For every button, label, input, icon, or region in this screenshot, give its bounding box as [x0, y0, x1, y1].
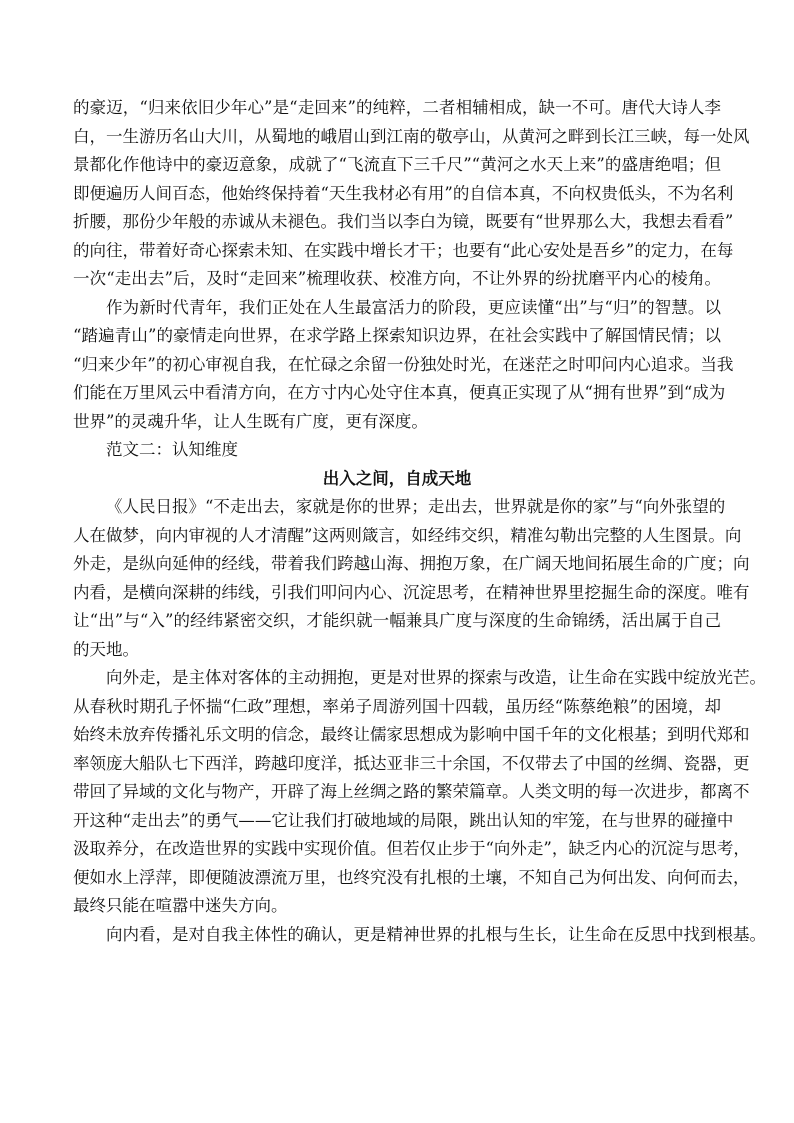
- text-line: 景都化作他诗中的豪迈意象，成就了“飞流直下三千尺”“黄河之水天上来”的盛唐绝唱；但: [73, 155, 721, 174]
- text-line: “归来少年”的初心审视自我，在忙碌之余留一份独处时光，在迷茫之时叩问内心追求。当我: [73, 354, 734, 374]
- text-line: 一次“走出去”后，及时“走回来”梳理收获、校准方向，不让外界的纷扰磨平内心的棱角。: [73, 269, 721, 288]
- text-line: 最终只能在喧嚣中迷失方向。: [73, 896, 288, 915]
- text-line: 白，一生游历名山大川，从蜀地的峨眉山到江南的敬亭山，从黄河之畔到长江三峡，每一处风: [73, 126, 750, 146]
- text-line: 们能在万里风云中看清方向，在方寸内心处守住本真，便真正实现了从“拥有世界”到“成为: [73, 383, 726, 402]
- document-body: [73, 94, 766, 949]
- text-line: 始终未放弃传播礼乐文明的信念，最终让儒家思想成为影响中国千年的文化根基；到明代郑和: [73, 725, 750, 744]
- text-line: 开这种“走出去”的勇气——它让我们打破地域的局限，跳出认知的牢笼，在与世界的碰撞中: [73, 810, 734, 830]
- text-line: 折腰，那份少年般的赤诚从未褪色。我们当以李白为镜，既要有“世界那么大，我想去看看”: [73, 212, 734, 231]
- paragraph-outward: [73, 664, 766, 921]
- text-line: “踏遍青山”的豪情走向世界，在求学路上探索知识边界，在社会实践中了解国情民情；以: [73, 326, 721, 345]
- text-line: 让“出”与“入”的经纬紧密交织，才能织就一幅兼具广度与深度的生命锦绣，活出属于自己: [73, 611, 721, 630]
- paragraph-youth: [73, 294, 734, 437]
- text-line: 从春秋时期孔子怀揣“仁政”理想，率弟子周游列国十四载，虽历经“陈蔡绝粮”的困境，却: [73, 696, 721, 716]
- text-line: 向外走，是主体对客体的主动拥抱，更是对世界的探索与改造，让生命在实践中绽放光芒。: [106, 668, 766, 687]
- text-line: 作为新时代青年，我们正处在人生最富活力的阶段，更应读懂“出”与“归”的智慧。以: [106, 297, 721, 317]
- text-line: 的豪迈，“归来依旧少年心”是“走回来”的纯粹，二者相辅相成，缺一不可。唐代大诗人李: [73, 98, 721, 117]
- text-line: 内看，是横向深耕的纬线，引我们叩问内心、沉淀思考，在精神世界里挖掘生命的深度。唯有: [73, 582, 750, 602]
- paragraph-inward: [73, 921, 766, 950]
- section-label: 范文二：认知维度: [106, 440, 238, 459]
- text-line: 世界”的灵魂升华，让人生既有广度，更有深度。: [73, 411, 428, 431]
- text-line: 向内看，是对自我主体性的确认，更是精神世界的扎根与生长，让生命在反思中找到根基。: [106, 924, 766, 944]
- paragraph-intro: [73, 493, 750, 664]
- text-line: 带回了异域的文化与物产，开辟了海上丝绸之路的繁荣篇章。人类文明的每一次进步，都离不: [73, 782, 750, 801]
- text-line: 即便遍历人间百态，他始终保持着“天生我材必有用”的自信本真，不向权贵低头，不为名利: [73, 183, 734, 203]
- text-line: 《人民日报》“不走出去，家就是你的世界；走出去，世界就是你的家”与“向外张望的: [106, 497, 726, 516]
- text-line: 汲取养分，在改造世界的实践中实现价值。但若仅止步于“向外走”，缺乏内心的沉淀与思考，: [73, 839, 750, 858]
- essay-title: 出入之间，自成天地: [322, 468, 472, 488]
- text-line: 的天地。: [73, 639, 139, 659]
- text-line: 便如水上浮萍，即便随波漂流万里，也终究没有扎根的土壤，不知自己为何出发、向何而去，: [73, 867, 750, 887]
- text-line: 人在做梦，向内审视的人才清醒”这两则箴言，如经纬交织，精准勾勒出完整的人生图景。向: [73, 525, 742, 545]
- text-line: 率领庞大船队七下西洋，跨越印度洋，抵达亚非三十余国，不仅带去了中国的丝绸、瓷器，更: [73, 753, 750, 773]
- paragraph-li-bai: [73, 94, 750, 294]
- text-line: 的向往，带着好奇心探索未知、在实践中增长才干；也要有“此心安处是吾乡”的定力，在每: [73, 240, 734, 260]
- text-line: 外走，是纵向延伸的经线，带着我们跨越山海、拥抱万象，在广阔天地间拓展生命的广度；向: [73, 554, 750, 573]
